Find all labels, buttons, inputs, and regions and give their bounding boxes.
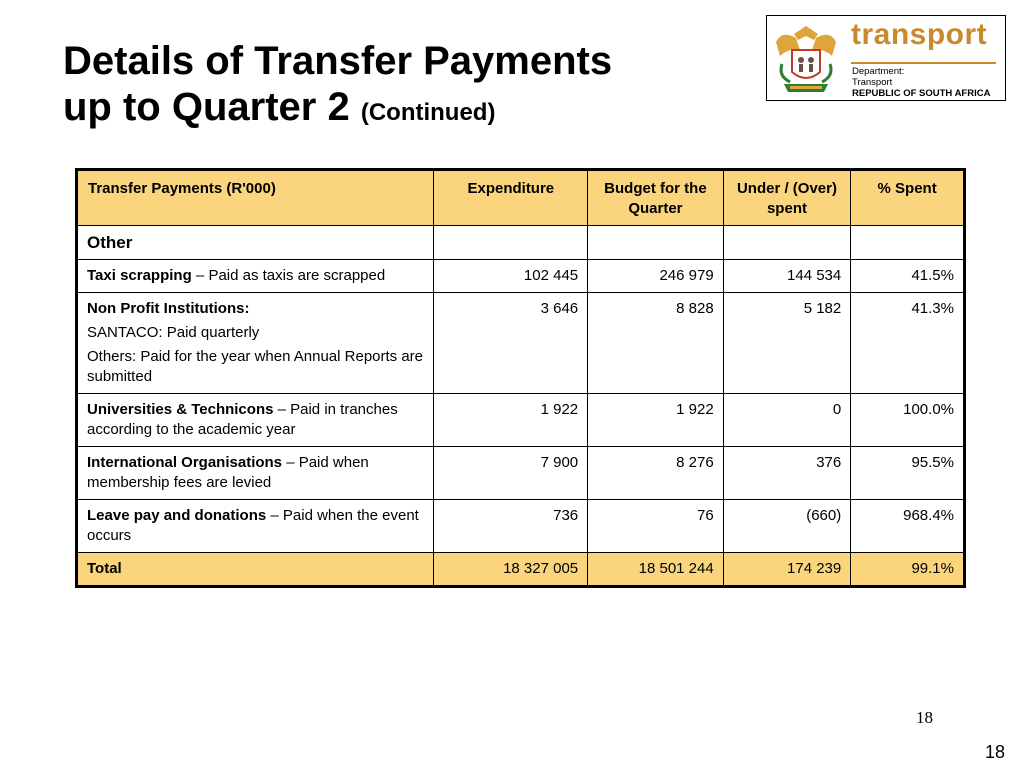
total-row: [77, 553, 965, 587]
page-title: [63, 38, 743, 136]
header-budget: Budget for the Quarter: [588, 170, 724, 226]
row-title: Taxi scrapping: [87, 267, 192, 284]
row-title: Universities & Technicons: [87, 401, 274, 418]
row-title: Leave pay and donations: [87, 507, 267, 524]
row-budget: 8 828: [588, 293, 724, 394]
row-expenditure: 1 922: [434, 394, 588, 447]
table-row: [77, 447, 965, 500]
row-under-over: 0: [723, 394, 851, 447]
total-budget: 18 501 244: [588, 553, 724, 587]
section-row-other: [77, 226, 965, 260]
row-percent-spent: 41.3%: [851, 293, 965, 394]
title-line-2: [63, 84, 743, 136]
row-note: SANTACO: Paid quarterly: [87, 324, 260, 341]
table-row: [77, 500, 965, 553]
row-expenditure: 7 900: [434, 447, 588, 500]
logo-dept-line-2: Transport: [852, 77, 893, 88]
row-title: International Organisations: [87, 454, 283, 471]
row-description: [77, 293, 434, 394]
section-label: Other: [77, 226, 434, 260]
row-note: – Paid in tranches according to the academic year: [87, 401, 398, 438]
row-budget: 76: [588, 500, 724, 553]
row-description: [77, 447, 434, 500]
logo-department: [852, 66, 990, 99]
slide-number: 18: [916, 708, 933, 727]
row-expenditure: 3 646: [434, 293, 588, 394]
header-expenditure: Expenditure: [434, 170, 588, 226]
title-line-1: Details of Transfer Payments: [63, 39, 613, 83]
coat-of-arms-icon: [770, 20, 842, 96]
logo-brand-text: transport: [851, 18, 988, 51]
row-note: – Paid when the event occurs: [87, 507, 419, 544]
row-budget: 8 276: [588, 447, 724, 500]
department-logo: [766, 15, 1006, 101]
logo-dept-line-1: Department:: [852, 66, 905, 77]
title-line-2-text: up to Quarter 2: [63, 85, 350, 129]
row-note: – Paid as taxis are scrapped: [191, 267, 386, 284]
row-under-over: 5 182: [723, 293, 851, 394]
empty-cell: [434, 226, 588, 260]
header-transfer-payments: Transfer Payments (R'000): [77, 170, 434, 226]
row-percent-spent: 41.5%: [851, 260, 965, 293]
total-under-over: 174 239: [723, 553, 851, 587]
row-under-over: 376: [723, 447, 851, 500]
row-note: – Paid when membership fees are levied: [87, 454, 369, 491]
logo-divider: [851, 62, 996, 64]
total-label: Total: [77, 553, 434, 587]
header-under-over: Under / (Over) spent: [723, 170, 851, 226]
row-description: [77, 500, 434, 553]
table-row: [77, 293, 965, 394]
row-budget: 246 979: [588, 260, 724, 293]
total-percent-spent: 99.1%: [851, 553, 965, 587]
row-under-over: (660): [723, 500, 851, 553]
row-expenditure: 102 445: [434, 260, 588, 293]
row-under-over: 144 534: [723, 260, 851, 293]
transfer-payments-table: [75, 168, 966, 588]
empty-cell: [588, 226, 724, 260]
total-expenditure: 18 327 005: [434, 553, 588, 587]
empty-cell: [851, 226, 965, 260]
row-title: Non Profit Institutions:: [87, 300, 250, 317]
row-budget: 1 922: [588, 394, 724, 447]
row-expenditure: 736: [434, 500, 588, 553]
row-percent-spent: 100.0%: [851, 394, 965, 447]
empty-cell: [723, 226, 851, 260]
table-header-row: [77, 170, 965, 226]
row-percent-spent: 95.5%: [851, 447, 965, 500]
title-suffix: (Continued): [360, 99, 496, 126]
row-description: [77, 394, 434, 447]
page-number: 18: [985, 742, 1006, 762]
table-row: [77, 394, 965, 447]
row-note: Others: Paid for the year when Annual Reports are submitted: [87, 348, 424, 385]
row-description: [77, 260, 434, 293]
row-percent-spent: 968.4%: [851, 500, 965, 553]
logo-dept-line-3: REPUBLIC OF SOUTH AFRICA: [852, 88, 991, 99]
header-percent-spent: % Spent: [851, 170, 965, 226]
table-row: [77, 260, 965, 293]
